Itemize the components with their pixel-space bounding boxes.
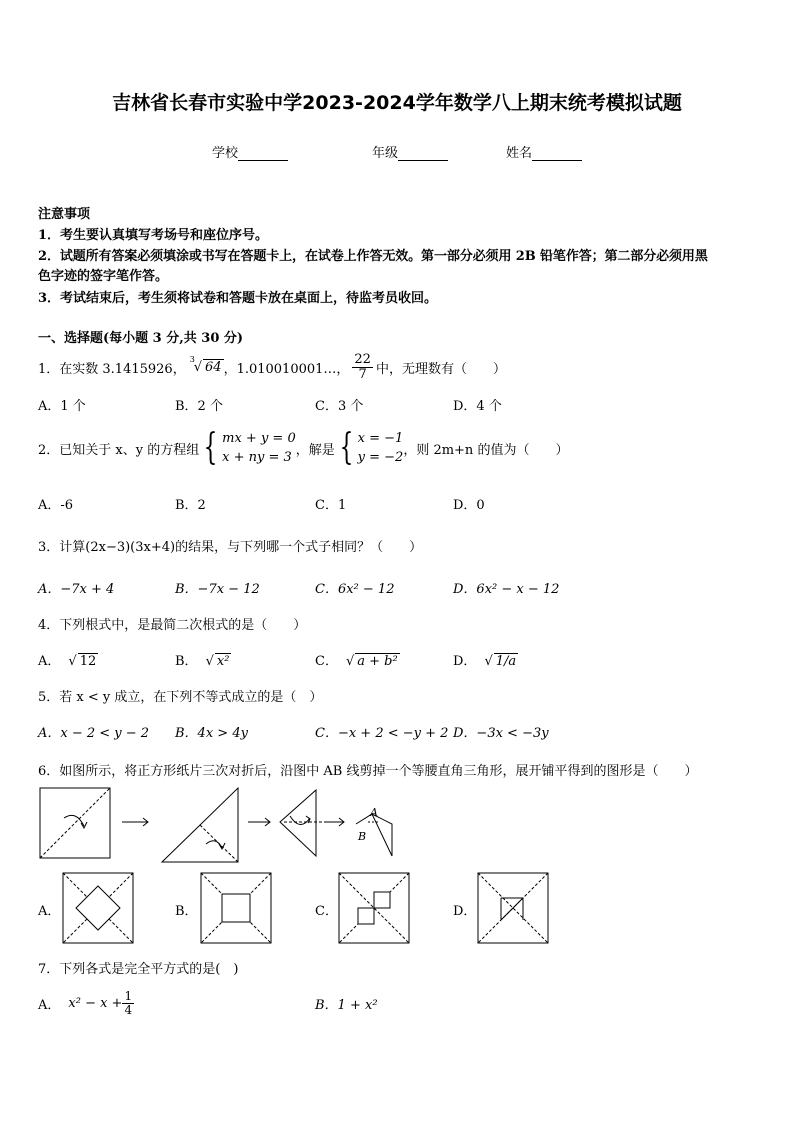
q2-pre: 2．已知关于 x、y 的方程组: [38, 442, 200, 458]
q1-mid: ，1.010010001…，: [223, 361, 350, 377]
q2-brace-1: {: [203, 427, 218, 468]
q4-label-b: B．: [175, 654, 198, 669]
q5-option-c[interactable]: C．−x + 2 < −y + 2: [315, 726, 449, 741]
q1-root-index: 3: [189, 355, 195, 364]
q4-radicand-b: x²: [216, 654, 230, 669]
q7-option-a[interactable]: [38, 986, 134, 1020]
fold-square: [40, 788, 110, 858]
option-small-square: [358, 908, 374, 924]
q2-post: ，则 2m+n 的值为（ ）: [403, 442, 569, 458]
notice-item: 2．试题所有答案必须填涂或书写在答题卡上，在试卷上作答无效。第一部分必须用 2B 铅笔作答；第二部分必须用黑: [38, 249, 708, 264]
q2-option-d[interactable]: D．0: [453, 498, 485, 513]
question-3: 3．计算(2x−3)(3x+4)的结果，与下列哪一个式子相同？（ ）: [38, 540, 423, 555]
option-small-square: [374, 892, 390, 908]
q2-brace-2: {: [339, 427, 354, 468]
school-field[interactable]: [212, 142, 288, 161]
school-label: 学校: [212, 146, 239, 161]
q4-label-c: C．: [315, 654, 338, 669]
q1-option-c[interactable]: C．3 个: [315, 399, 364, 414]
q2-eq-2: x + ny = 3: [222, 450, 292, 465]
fold-diagonal: [40, 788, 110, 858]
q2-mid: ，解是: [295, 442, 335, 458]
q3-option-b[interactable]: B．−7x − 12: [175, 582, 260, 597]
q7-frac-num: 1: [124, 988, 133, 1003]
q5-option-a[interactable]: A．x − 2 < y − 2: [38, 726, 150, 741]
question-7: 7．下列各式是完全平方式的是( ): [38, 962, 239, 977]
grade-blank[interactable]: [398, 148, 448, 161]
q7-frac-a: [122, 990, 134, 1016]
notice-heading: 注意事项: [38, 207, 91, 222]
q1-pre: 1．在实数 3.1415926，: [38, 361, 186, 377]
q7-expr-a: x² − x +: [68, 995, 123, 1011]
label-b: B: [358, 830, 367, 843]
q6-option-d-label[interactable]: D．: [453, 904, 477, 919]
q1-fraction: [352, 353, 373, 381]
q3-option-c[interactable]: C．6x² − 12: [315, 582, 395, 597]
q2-sol-1: x = −1: [357, 430, 404, 446]
question-4: 4．下列根式中，是最简二次根式的是（ ）: [38, 618, 307, 633]
q2-option-a[interactable]: A．-6: [38, 498, 74, 513]
q6-option-b-label[interactable]: B．: [175, 904, 198, 919]
q2-sol-2: y = −2: [357, 450, 404, 465]
section-heading: 一、选择题(每小题 3 分,共 30 分): [38, 331, 244, 346]
q1-post: 中，无理数有（ ）: [375, 361, 506, 377]
grade-label: 年级: [372, 146, 399, 161]
notice-item: 1．考生要认真填写考场号和座位序号。: [38, 228, 269, 243]
q4-option-d[interactable]: D． √ 1/a: [453, 654, 517, 669]
q6-option-a-label[interactable]: A．: [38, 904, 61, 919]
question-6: 6．如图所示，将正方形纸片三次对折后，沿图中 AB 线剪掉一个等腰直角三角形，展开铺平得到的图形是（ ）: [38, 764, 698, 779]
q1-option-b[interactable]: B．2 个: [175, 399, 223, 414]
q6-folding-diagram: [38, 786, 418, 866]
fold-triangle-3: [280, 790, 316, 856]
option-inner-square: [222, 894, 250, 922]
q5-option-b[interactable]: B．4x > 4y: [175, 726, 248, 741]
q4-radicand-a: 12: [79, 654, 97, 669]
q3-option-d[interactable]: D．6x² − x − 12: [453, 582, 560, 597]
notice-item: 色字迹的签字笔作答。: [38, 269, 169, 284]
q4-option-c[interactable]: C． √ a + b²: [315, 654, 398, 669]
q4-radicand-d: 1/a: [495, 654, 517, 669]
q5-option-d[interactable]: D．−3x < −3y: [453, 726, 549, 741]
q4-option-a[interactable]: A． √ 12: [38, 654, 97, 669]
q6-option-b-figure[interactable]: [200, 872, 272, 944]
q1-cube-root: 3 √ 64: [189, 355, 222, 375]
q6-option-d-figure[interactable]: [477, 872, 549, 944]
q2-option-b[interactable]: B．2: [175, 498, 206, 513]
q1-radicand: 64: [205, 360, 222, 375]
q2-eq-1: mx + y = 0: [222, 430, 296, 446]
question-5: 5．若 x < y 成立，在下列不等式成立的是（ ）: [38, 690, 323, 705]
page-title: 吉林省长春市实验中学2023-2024学年数学八上期末统考模拟试题: [112, 92, 682, 114]
label-a: A: [370, 806, 378, 819]
q4-label-a: A．: [38, 654, 61, 669]
q6-option-c-figure[interactable]: [338, 872, 410, 944]
q1-option-a[interactable]: A．1 个: [38, 399, 86, 414]
q1-frac-num: 22: [354, 351, 371, 367]
q1-frac-den: 7: [358, 366, 367, 382]
q3-option-a[interactable]: A．−7x + 4: [38, 582, 115, 597]
grade-field[interactable]: [372, 142, 448, 161]
q4-label-d: D．: [453, 654, 477, 669]
cut-line: [372, 814, 392, 856]
q6-option-c-label[interactable]: C．: [315, 904, 338, 919]
option-cut: [501, 898, 523, 920]
question-1: [38, 348, 506, 386]
question-2: [38, 424, 568, 472]
q2-system-1: [222, 429, 296, 468]
q7-label-a: A．: [38, 997, 61, 1013]
q7-frac-den: 4: [124, 1002, 133, 1017]
q2-system-2: [358, 429, 404, 468]
q1-option-d[interactable]: D．4 个: [453, 399, 502, 414]
q4-option-b[interactable]: B． √ x²: [175, 654, 230, 669]
q6-option-a-figure[interactable]: [62, 872, 134, 944]
name-field[interactable]: [506, 142, 582, 161]
school-blank[interactable]: [238, 148, 288, 161]
name-blank[interactable]: [532, 148, 582, 161]
q7-option-b[interactable]: B．1 + x²: [315, 998, 378, 1013]
q4-radicand-c: a + b²: [357, 654, 398, 669]
q2-option-c[interactable]: C．1: [315, 498, 347, 513]
name-label: 姓名: [506, 146, 533, 161]
notice-item: 3．考试结束后，考生须将试卷和答题卡放在桌面上，待监考员收回。: [38, 291, 438, 306]
